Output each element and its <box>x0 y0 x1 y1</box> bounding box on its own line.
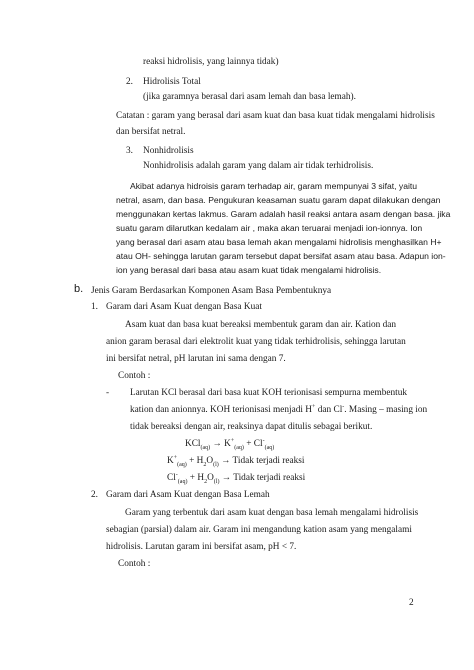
text-line: (jika garamnya berasal dari asam lemah dan basa lemah). <box>143 92 356 102</box>
text-line: Larutan KCl berasal dari basa kuat KOH terionisasi sempurna membentuk <box>130 388 408 398</box>
paragraph-line: netral, asam, dan basa. Pengukuran keasaman suatu garam dapat dilakukan dengan <box>116 195 441 205</box>
text-line: tidak bereaksi dengan air, reaksinya dapat ditulis sebagai berikut. <box>130 422 373 432</box>
subsection-heading: Garam dari Asam Kuat dengan Basa Lemah <box>106 490 270 500</box>
paragraph-line: yang berasal dari asam atau basa lemah akan mengalami hidrolisis menghasilkan H+ <box>116 237 442 247</box>
bullet-dash: - <box>106 388 110 398</box>
text-line: kation dan anionnya. KOH terionisasi menjadi H+ dan Cl-. Masing – masing ion <box>130 403 428 415</box>
list-number: 2. <box>91 490 98 500</box>
paragraph-line: atau OH- sehingga larutan garam tersebut dapat bersifat asam atau basa. Adapun ion- <box>116 251 446 261</box>
paragraph-line: Akibat adanya hidroisis garam terhadap air, garam mempunyai 3 sifat, yaitu <box>130 181 418 191</box>
list-item-title: Hidrolisis Total <box>143 77 201 87</box>
text-line: Asam kuat dan basa kuat bereaksi membentuk garam dan air. Kation dan <box>125 320 397 330</box>
page-number: 2 <box>409 598 414 608</box>
text-line: Nonhidrolisis adalah garam yang dalam air tidak terhidrolisis. <box>143 161 374 171</box>
text-line: ini bersifat netral, pH larutan ini sama dengan 7. <box>106 354 286 364</box>
list-number: 1. <box>91 302 98 312</box>
list-number: 2. <box>126 77 133 87</box>
note-line: dan bersifat netral. <box>116 127 186 137</box>
equation: $K^+_{(aq)} + H_2O_{(l)}$ → Tidak terjadi reaksi <box>167 454 305 468</box>
text-line: sebagian (parsial) dalam air. Garam ini mengandung kation asam yang mengalami <box>106 525 412 535</box>
section-heading: Jenis Garam Berdasarkan Komponen Asam Basa Pembentuknya <box>91 286 332 296</box>
text-line: Garam yang terbentuk dari asam kuat dengan basa lemah mengalami hidrolisis <box>125 508 419 518</box>
note-line: Catatan : garam yang berasal dari asam kuat dan basa kuat tidak mengalami hidrolisis <box>116 111 435 121</box>
paragraph-line: menggunakan kertas lakmus. Garam adalah hasil reaksi antara asam dengan basa. jika <box>116 209 451 219</box>
example-label: Contoh : <box>118 559 151 569</box>
paragraph-line: ion yang berasal dari basa atau asam kuat tidak mengalami hidrolisis. <box>116 265 382 275</box>
equation: $KCl_{(aq)} \to K^+_{(aq)} + Cl^-_{(aq)}$ <box>185 437 275 451</box>
text-line: anion garam berasal dari elektrolit kuat yang tidak terhidrolisis, sehingga larutan <box>106 337 406 347</box>
list-item-title: Nonhidrolisis <box>143 146 194 156</box>
example-label: Contoh : <box>118 371 151 381</box>
paragraph-line: suatu garam dilarutkan kedalam air , maka akan teruarai menjadi ion-ionnya. Ion <box>116 223 423 233</box>
subsection-heading: Garam dari Asam Kuat dengan Basa Kuat <box>106 302 262 312</box>
section-marker: b. <box>74 283 84 295</box>
equation: $Cl^-_{(aq)} + H_2O_{(l)}$ → Tidak terjadi reaksi <box>167 471 306 485</box>
list-number: 3. <box>126 146 133 156</box>
text-line: reaksi hidrolisis, yang lainnya tidak) <box>143 57 279 67</box>
text-line: hidrolisis. Larutan garam ini bersifat asam, pH < 7. <box>106 542 297 552</box>
